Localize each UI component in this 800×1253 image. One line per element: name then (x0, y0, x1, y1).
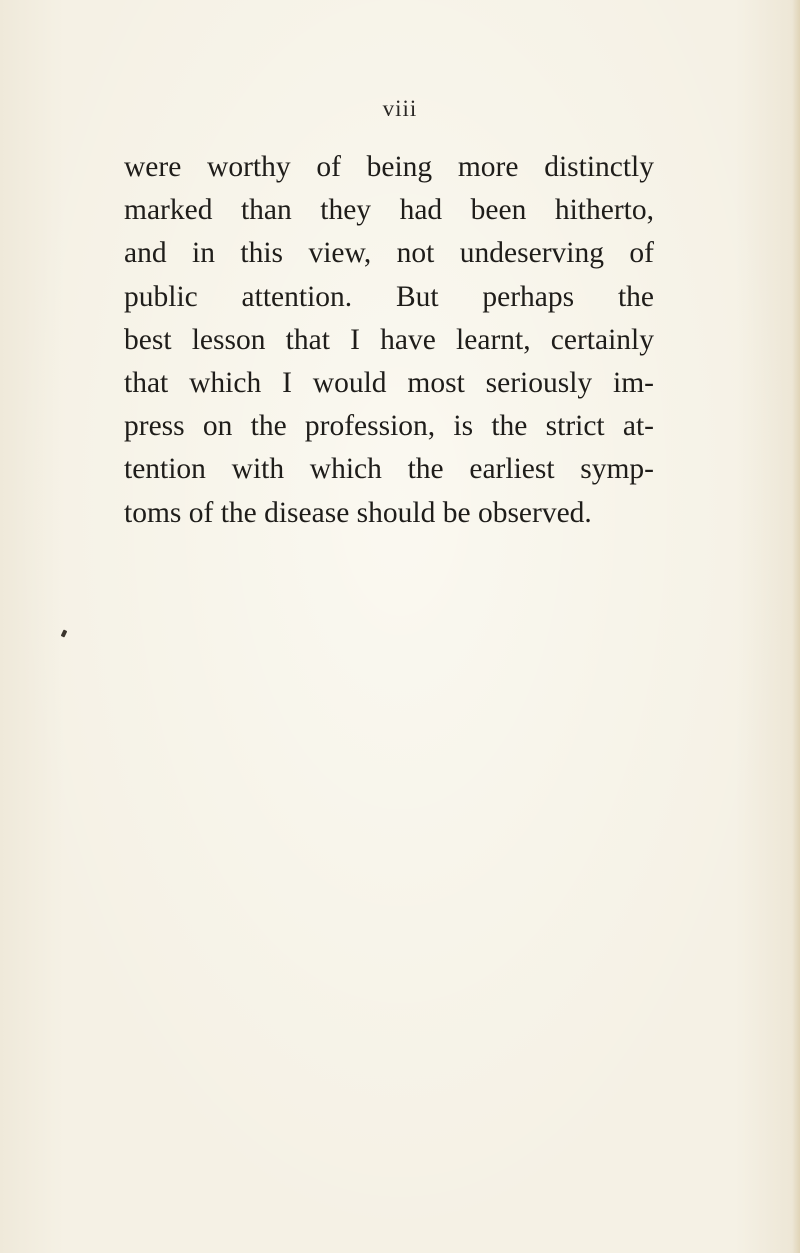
ink-speck (61, 629, 68, 637)
text-line: best lesson that I have learnt, certainly (124, 323, 654, 356)
text-line: marked than they had been hitherto, (124, 194, 654, 227)
text-line: public attention. But perhaps the (124, 280, 654, 313)
text-line: press on the profession, is the strict at- (124, 410, 654, 443)
text-line: that which I would most seriously im- (124, 367, 654, 400)
text-line: tention with which the earliest symp- (124, 453, 654, 486)
text-line: and in this view, not undeserving of (124, 237, 654, 270)
page-number: viii (382, 96, 418, 121)
text-line: were worthy of being more distinctly (124, 151, 654, 183)
text-line: toms of the disease should be observed. (124, 496, 592, 529)
page-edge (792, 0, 800, 1253)
body-paragraph (124, 146, 654, 535)
